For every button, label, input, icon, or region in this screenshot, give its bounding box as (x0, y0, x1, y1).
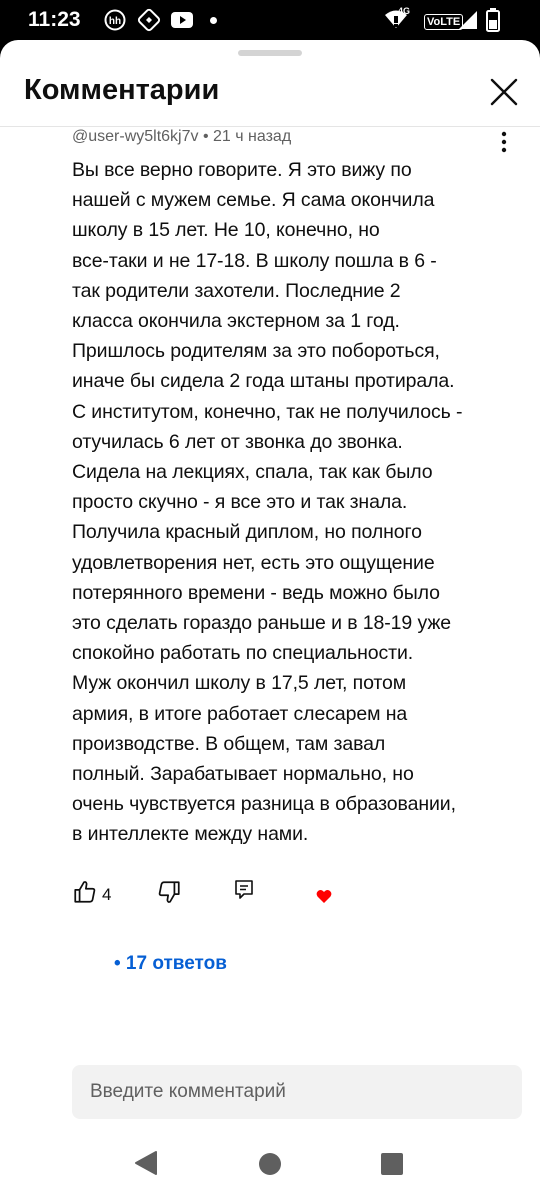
comments-sheet (0, 40, 540, 1200)
comment-line: Муж окончил школу в 17,5 лет, потом (72, 672, 407, 695)
status-time: 11:23 (28, 8, 81, 31)
comment-line: все-таки и не 17-18. В школу пошла в 6 - (72, 249, 437, 272)
comment-body (72, 155, 512, 850)
comment-line: Получила красный диплом, но полного (72, 521, 422, 544)
comment-line: класса окончила экстерном за 1 год. (72, 310, 400, 333)
reply-icon (232, 878, 256, 902)
comment-line: иначе бы сидела 2 года штаны протирала. (72, 370, 455, 393)
comment-line: потерянного времени - ведь можно было (72, 581, 440, 604)
comments-list[interactable] (0, 127, 540, 1055)
comment-author[interactable]: @user-wy5lt6kj7v (72, 128, 199, 145)
signal-icon (458, 10, 478, 35)
comment-line: отучилась 6 лет от звонка до звонка. (72, 430, 403, 453)
comment-line: производстве. В общем, там завал (72, 732, 386, 755)
comment-line: удовлетворения нет, есть это ощущение (72, 551, 435, 574)
system-nav-bar (0, 1130, 540, 1200)
comment-line: Пришлось родителям за это побороться, (72, 340, 440, 363)
creator-heart-icon (316, 889, 332, 909)
comment-line: полный. Зарабатывает нормально, но (72, 763, 414, 786)
comment-line: Вы все верно говорите. Я это вижу по (72, 159, 412, 181)
app-icon (138, 9, 160, 36)
comment-line: спокойно работать по специальности. (72, 642, 414, 665)
comment-line: так родители захотели. Последние 2 (72, 279, 401, 302)
comment-line: Сидела на лекциях, спала, так как было (72, 461, 433, 484)
dislike-button[interactable] (156, 879, 182, 910)
recents-square-icon (380, 1152, 404, 1176)
comment-line: просто скучно - я все это и так знала. (72, 491, 408, 514)
status-bar (0, 0, 540, 40)
volte-icon: VoLTE (424, 12, 463, 30)
comment-line: школу в 15 лет. Не 10, конечно, но (72, 219, 380, 242)
comment-actions (72, 879, 512, 919)
comment-meta (72, 128, 291, 146)
comment-time: 21 ч назад (213, 128, 292, 145)
comment-line: С институтом, конечно, так не получилось - (72, 400, 463, 423)
comment-line: это сделать гораздо раньше и в 18-19 уже (72, 612, 452, 635)
sheet-title: Комментарии (24, 74, 220, 106)
battery-icon (486, 8, 500, 37)
more-vert-icon (492, 127, 516, 157)
comment-line: в интеллекте между нами. (72, 823, 309, 846)
comment-line: очень чувствуется разница в образовании, (72, 793, 456, 816)
thumbs-down-icon (156, 879, 182, 905)
like-button[interactable] (72, 879, 98, 910)
comment-menu-button[interactable] (492, 127, 516, 157)
home-button[interactable] (258, 1152, 282, 1181)
recents-button[interactable] (380, 1152, 404, 1181)
thumbs-up-icon (72, 879, 98, 905)
hh-icon (104, 9, 126, 36)
dot-icon (210, 17, 217, 24)
comment-line: нашей с мужем семье. Я сама окончила (72, 189, 435, 212)
4g-icon: 4G (398, 6, 411, 16)
home-circle-icon (258, 1152, 282, 1176)
drag-handle[interactable] (238, 50, 302, 56)
comment-line: армия, в итоге работает слесарем на (72, 702, 408, 725)
like-count: 4 (102, 885, 112, 904)
back-button[interactable] (134, 1150, 158, 1181)
comment-input[interactable] (72, 1065, 522, 1119)
close-button[interactable] (484, 72, 524, 112)
meta-separator: • (202, 128, 209, 145)
back-triangle-icon (134, 1150, 158, 1176)
reply-button[interactable] (232, 878, 256, 907)
youtube-icon (170, 9, 194, 36)
svg-text:hh: hh (108, 16, 122, 27)
comment-item (0, 127, 540, 1007)
replies-link[interactable]: • 17 ответов (114, 953, 227, 974)
close-icon (484, 72, 524, 112)
